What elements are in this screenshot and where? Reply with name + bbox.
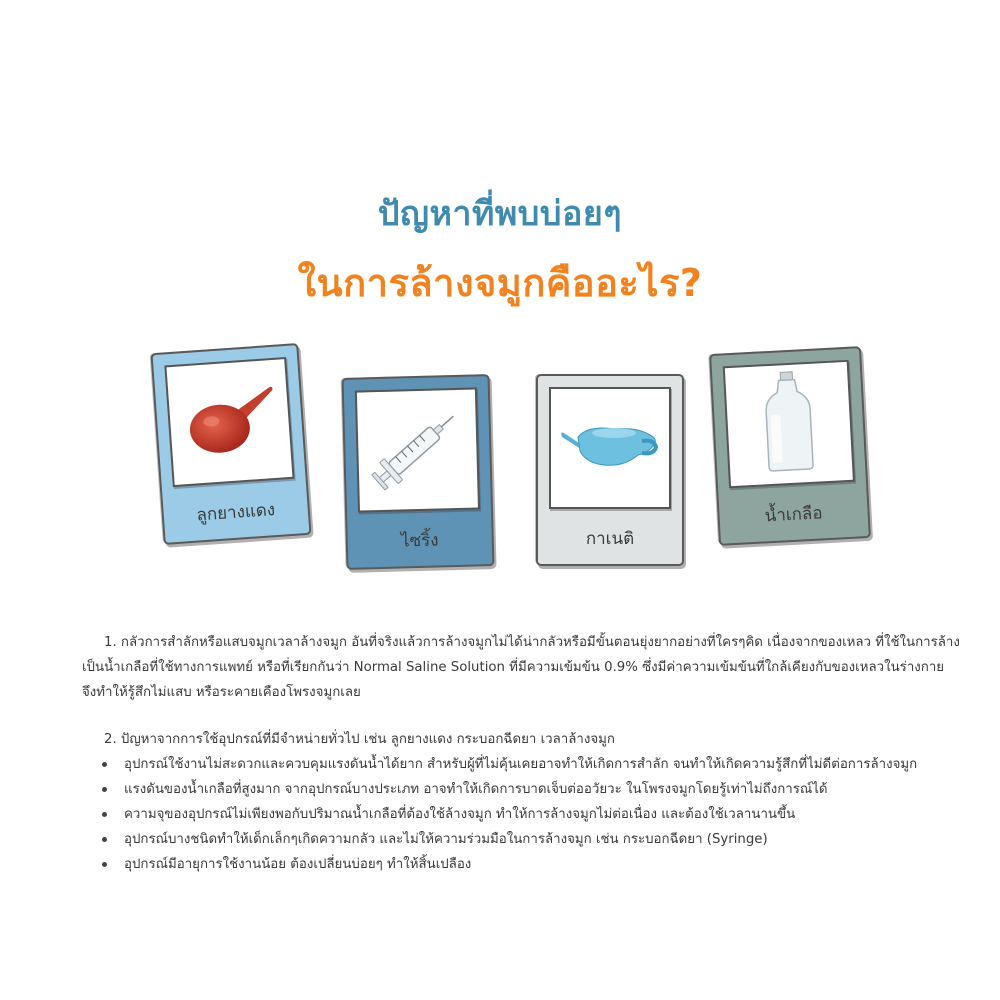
list-item <box>124 802 962 827</box>
syringe-icon <box>364 397 471 504</box>
card-photo <box>725 362 853 486</box>
list-item <box>124 777 962 802</box>
list-item <box>124 827 962 852</box>
list-item <box>124 752 962 777</box>
paragraph-1: 1. กลัวการสำลักหรือแสบจมูกเวลาล้างจมูก อันที่จริงแล้วการล้างจมูกไม่ได้น่ากลัวหรือมีขั้นตอนยุ่งยากอย่างที่ใครๆคิด เนื่องจากของเหลว ที่ใช้ในการล้างเป็นน้ำเกลือที่ใช้ทางการแพทย์ หรือที่เรียกกันว่า Normal Saline Solution ที่มีความเข้มข้น 0.9% ซึ่งมีค่าความเข้มข้นที่ใกล้เคียงกับของเหลวในร่างกาย จึงทำให้รู้สึกไม่แสบ หรือระคายเคืองโพรงจมูกเลย <box>82 635 960 700</box>
list-item-text: แรงดันของน้ำเกลือที่สูงมาก จากอุปกรณ์บางประเภท อาจทำให้เกิดการบาดเจ็บต่ออวัยวะ ในโพรงจมูกโดยรู้เท่าไม่ถึงการณ์ได้ <box>124 782 828 797</box>
bullet-icon <box>102 762 107 767</box>
card-label: ไซริ้ง <box>400 530 439 552</box>
red-rubber-bulb-icon <box>177 377 283 468</box>
saline-bottle-icon <box>756 369 822 480</box>
card-label: น้ำเกลือ <box>764 503 824 527</box>
card-syringe <box>344 376 493 568</box>
bullet-icon <box>102 787 107 792</box>
list-item-text: ความจุของอุปกรณ์ไม่เพียงพอกับปริมาณน้ำเกลือที่ต้องใช้ล้างจมูก ทำให้การล้างจมูกไม่ต่อเนื่อง และต้องใช้เวลานานขึ้น <box>124 807 796 822</box>
heading-line-1: ปัญหาที่พบบ่อยๆ <box>377 194 623 234</box>
heading-line-2: ในการล้างจมูกคืออะไร? <box>297 261 703 305</box>
card-photo <box>551 389 669 507</box>
bullet-icon <box>102 837 107 842</box>
card-neti-pot <box>538 376 682 564</box>
neti-pot-icon <box>558 411 662 485</box>
bullet-icon <box>102 812 107 817</box>
card-label: กาเนติ <box>585 529 635 549</box>
list-item-text: อุปกรณ์มีอายุการใช้งานน้อย ต้องเปลี่ยนบ่อยๆ ทำให้สิ้นเปลือง <box>124 857 472 872</box>
list-item-text: อุปกรณ์บางชนิดทำให้เด็กเล็กๆเกิดความกลัว และไม่ให้ความร่วมมือในการล้างจมูก เช่น กระบอกฉีดยา (Syringe) <box>124 832 768 847</box>
paragraph-2: 2. ปัญหาจากการใช้อุปกรณ์ที่มีจำหน่ายทั่วไป เช่น ลูกยางแดง กระบอกฉีดยา เวลาล้างจมูก <box>104 732 615 747</box>
card-photo <box>166 359 292 485</box>
problem-list <box>82 752 962 877</box>
list-item-text: อุปกรณ์ใช้งานไม่สะดวกและควบคุมแรงดันน้ำได้ยาก สำหรับผู้ที่ไม่คุ้นเคยอาจทำให้เกิดการสำลัก จนทำให้เกิดความรู้สึกที่ไม่ดีต่อการล้างจมูก <box>124 757 918 772</box>
bullet-icon <box>102 862 107 867</box>
card-photo <box>357 389 478 510</box>
list-item <box>124 852 962 877</box>
body-content <box>82 630 962 877</box>
card-rubber-bulb <box>153 345 310 543</box>
card-saline <box>711 348 869 543</box>
card-label: ลูกยางแดง <box>195 500 276 526</box>
